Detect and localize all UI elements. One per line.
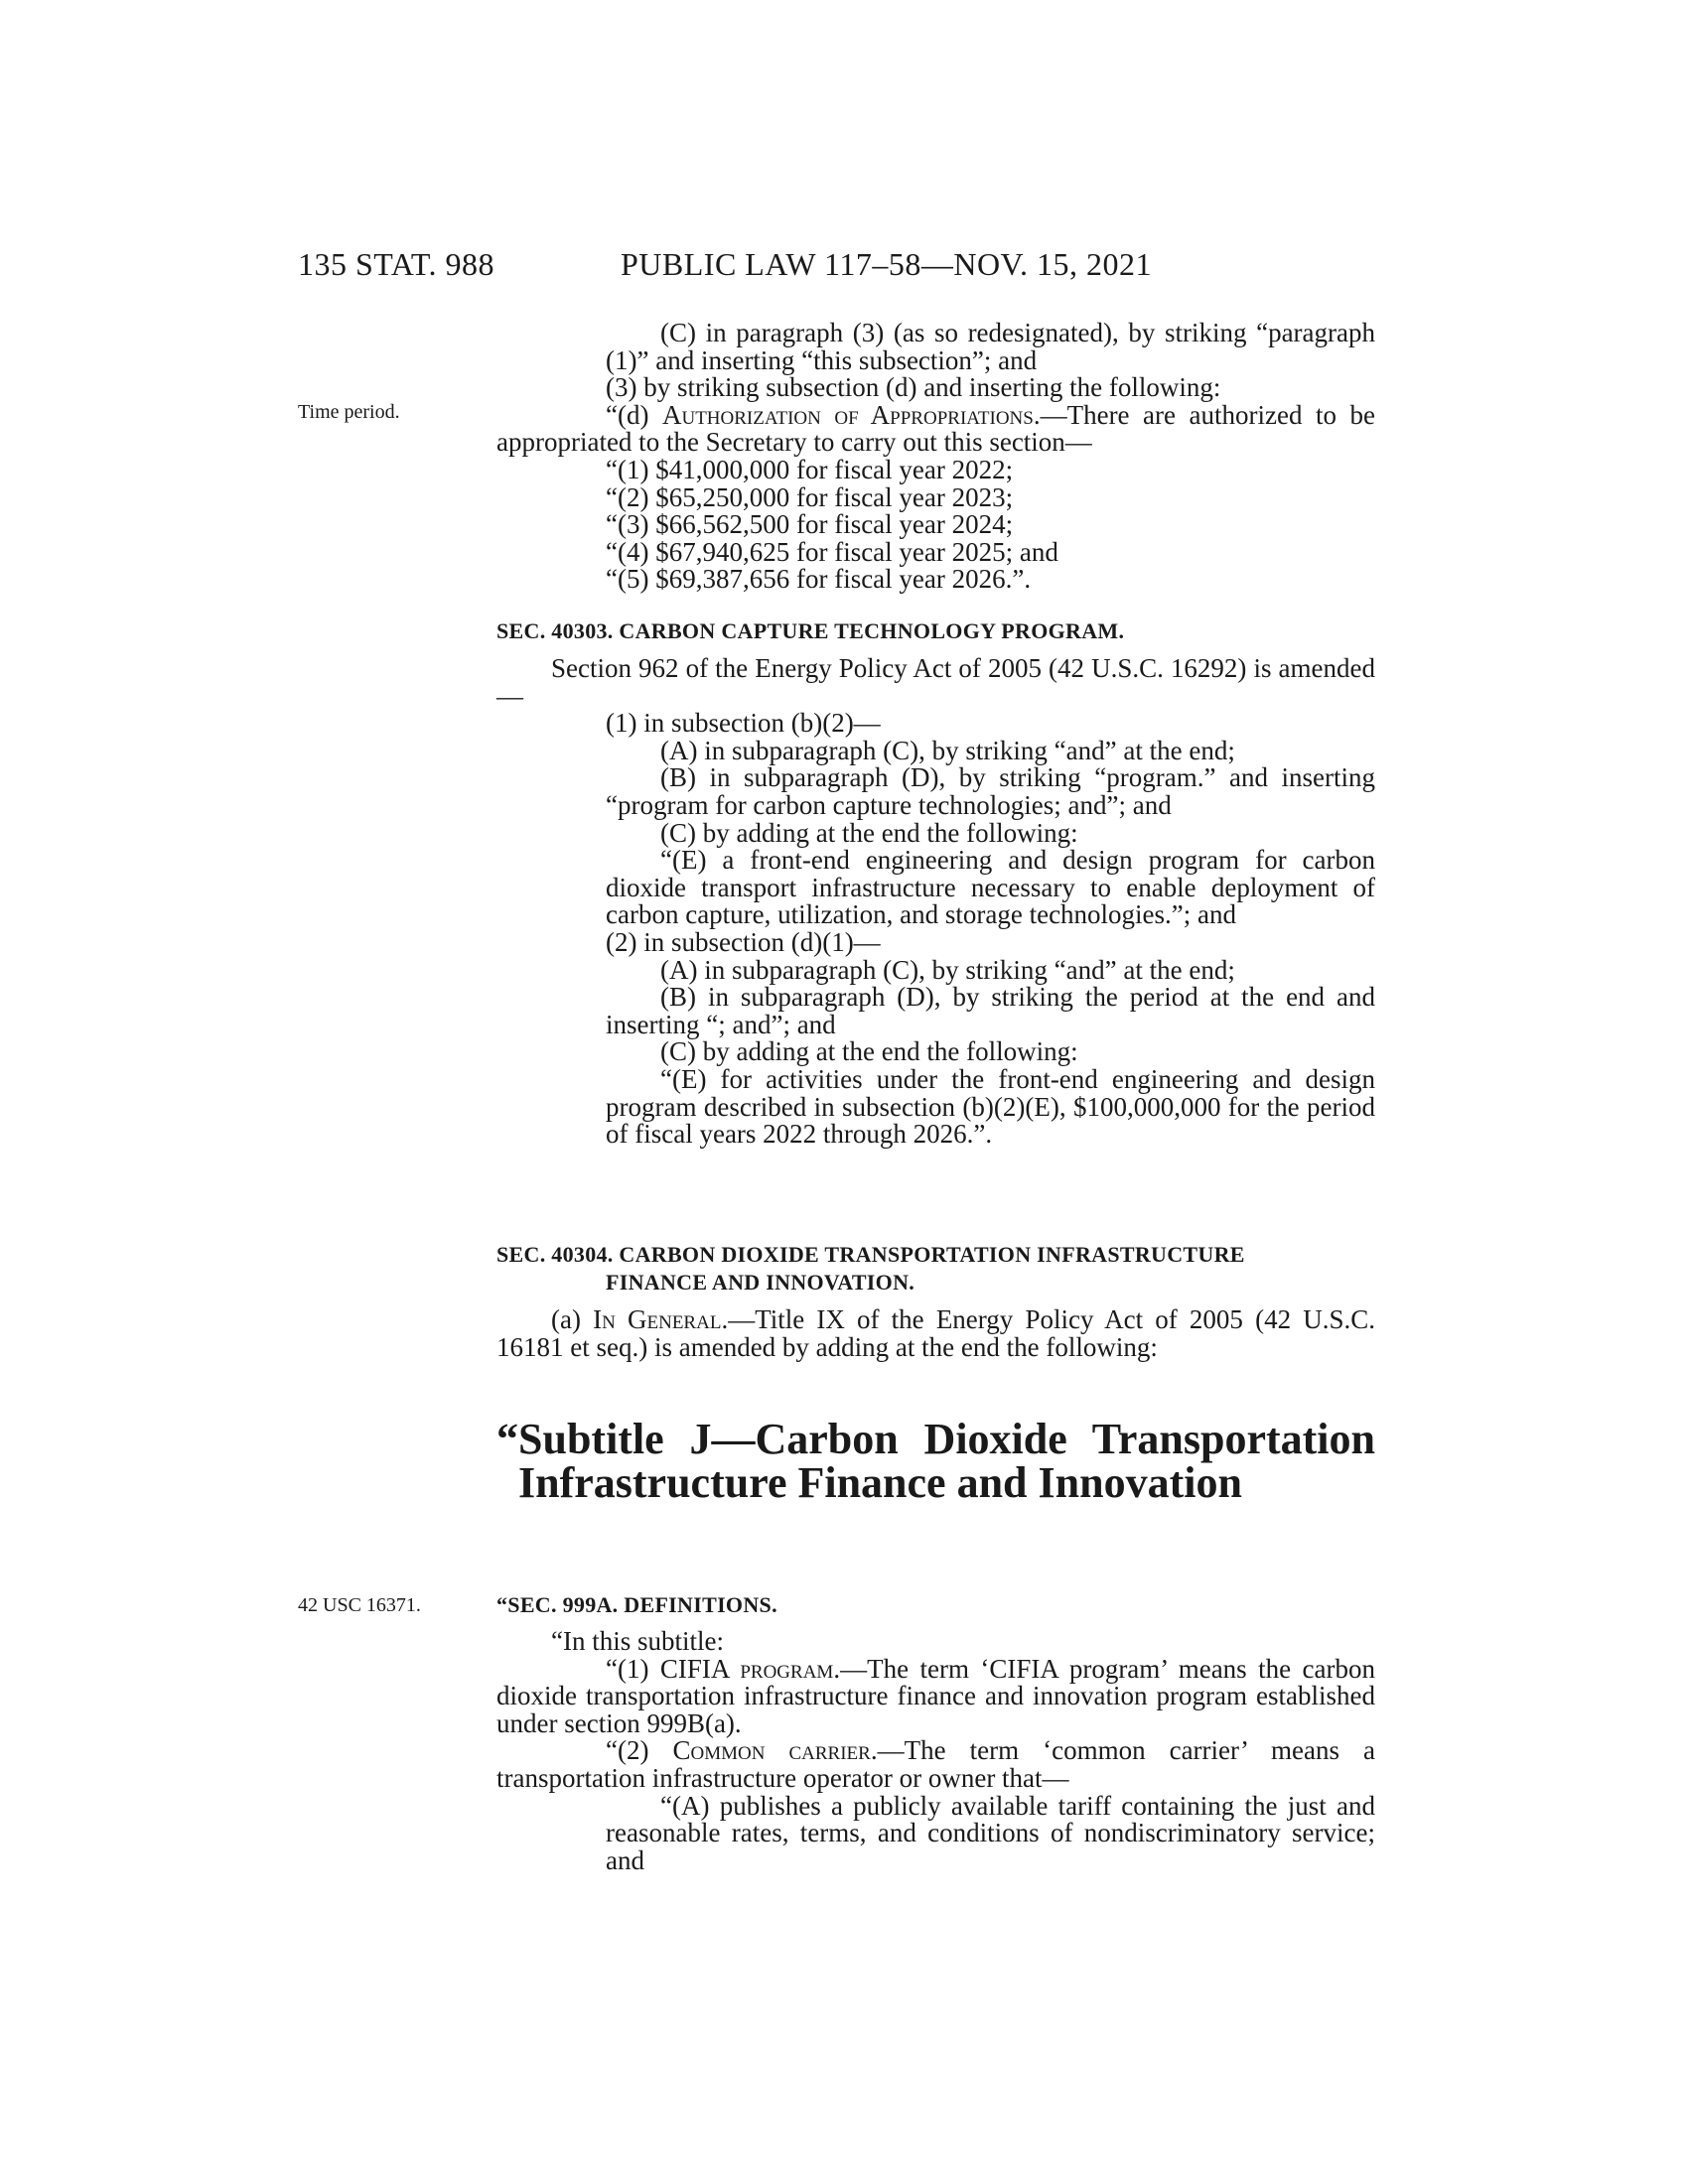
carrier-prefix: “(2) [606, 1735, 673, 1766]
para-c-paragraph3: (C) in paragraph (3) (as so redesignated), by striking “paragraph (1)” and inserting “this subsection”; and [606, 318, 1375, 375]
subtitle-block [496, 1415, 1375, 1507]
sec40303-item-2a: (A) in subparagraph (C), by striking “and” at the end; [660, 954, 1235, 985]
page-running-header: PUBLIC LAW 117–58—NOV. 15, 2021 [621, 246, 1153, 282]
fy-2024: “(3) $66,562,500 for fiscal year 2024; [606, 509, 1014, 540]
sec40303-intro: Section 962 of the Energy Policy Act of 2005 (42 U.S.C. 16292) is amended— [496, 653, 1375, 711]
section-40303-body [496, 655, 1375, 1149]
sec999a-intro: “In this subtitle: [551, 1626, 724, 1656]
carrier-heading: Common carrier [672, 1735, 871, 1766]
definition-cifia-program [496, 1653, 1375, 1738]
cifia-heading: program [740, 1653, 834, 1684]
margin-note-usc: 42 USC 16371. [298, 1594, 421, 1616]
auth-heading: Authorization of Appropriations [661, 399, 1034, 430]
cifia-prefix: “(1) CIFIA [606, 1653, 741, 1684]
para-d-authorization [496, 399, 1375, 458]
definition-common-carrier-a: “(A) publishes a publicly available tariff containing the just and reasonable rates, terms, and conditions of nondiscriminatory service; and [606, 1790, 1375, 1875]
section-999a-body [496, 1628, 1375, 1874]
sec40303-item-2c: (C) by adding at the end the following: [660, 1036, 1078, 1067]
cifia-rest: .—The term ‘CIFIA program’ means the carbon dioxide transportation infrastructure finance and innovation program established under section 999B(a). [496, 1653, 1375, 1738]
subtitle-j-heading: “Subtitle J—Carbon Dioxide Transportation Infrastructure Finance and Innovation [496, 1415, 1375, 1507]
para-3-strike-subsection: (3) by striking subsection (d) and inserting the following: [606, 372, 1221, 403]
sec40303-item-1a: (A) in subparagraph (C), by striking “and” at the end; [660, 735, 1235, 765]
auth-prefix: “(d) [606, 399, 662, 430]
sec40303-item-1b: (B) in subparagraph (D), by striking “program.” and inserting “program for carbon capture technologies; and”; and [606, 762, 1375, 820]
section-heading-40303: SEC. 40303. CARBON CAPTURE TECHNOLOGY PROGRAM. [496, 618, 1125, 643]
carrier-rest: .—The term ‘common carrier’ means a transportation infrastructure operator or owner that— [496, 1735, 1376, 1793]
section-40304 [496, 1241, 1375, 1296]
sec40303-item-2b: (B) in subparagraph (D), by striking the period at the end and inserting “; and”; and [606, 982, 1375, 1039]
page-stat-number: 135 STAT. 988 [298, 246, 495, 282]
sec40304-general [496, 1306, 1375, 1361]
margin-note-time-period: Time period. [298, 401, 400, 423]
section-heading-40304-line2: FINANCE AND INNOVATION. [606, 1269, 915, 1295]
sec40303-item-1c: (C) by adding at the end the following: [660, 817, 1078, 848]
general-heading: In General [593, 1304, 722, 1334]
sec40303-item-1: (1) in subsection (b)(2)— [606, 708, 881, 739]
section-40303 [496, 617, 1375, 645]
general-rest: .—Title IX of the Energy Policy Act of 2005 (42 U.S.C. 16181 et seq.) is amended by adding at the end the following: [496, 1304, 1375, 1362]
section-heading-40304-line1: SEC. 40304. CARBON DIOXIDE TRANSPORTATION INFRASTRUCTURE [496, 1242, 1245, 1267]
amendment-block [496, 320, 1375, 594]
section-40304-body [496, 1306, 1375, 1361]
fy-2022: “(1) $41,000,000 for fiscal year 2022; [606, 454, 1014, 484]
definition-common-carrier [496, 1737, 1375, 1792]
section-heading-999a: “SEC. 999A. DEFINITIONS. [496, 1592, 777, 1617]
sec40303-item-2e: “(E) for activities under the front-end engineering and design program described in subsection (b)(2)(E), $100,000,000 for the period of fiscal years 2022 through 2026.”. [606, 1063, 1375, 1150]
sec40303-item-1e: “(E) a front-end engineering and design program for carbon dioxide transport infrastructure necessary to enable deployment of carbon capture, utilization, and storage technologies.”; and [606, 845, 1375, 930]
section-999a [496, 1591, 1375, 1619]
fy-2025: “(4) $67,940,625 for fiscal year 2025; and [606, 536, 1058, 567]
general-prefix: (a) [551, 1304, 594, 1334]
fy-2023: “(2) $65,250,000 for fiscal year 2023; [606, 481, 1014, 512]
fy-2026: “(5) $69,387,656 for fiscal year 2026.”. [606, 564, 1032, 595]
sec40303-item-2: (2) in subsection (d)(1)— [606, 926, 881, 957]
auth-rest: .—There are authorized to be appropriated to the Secretary to carry out this section— [496, 399, 1375, 458]
